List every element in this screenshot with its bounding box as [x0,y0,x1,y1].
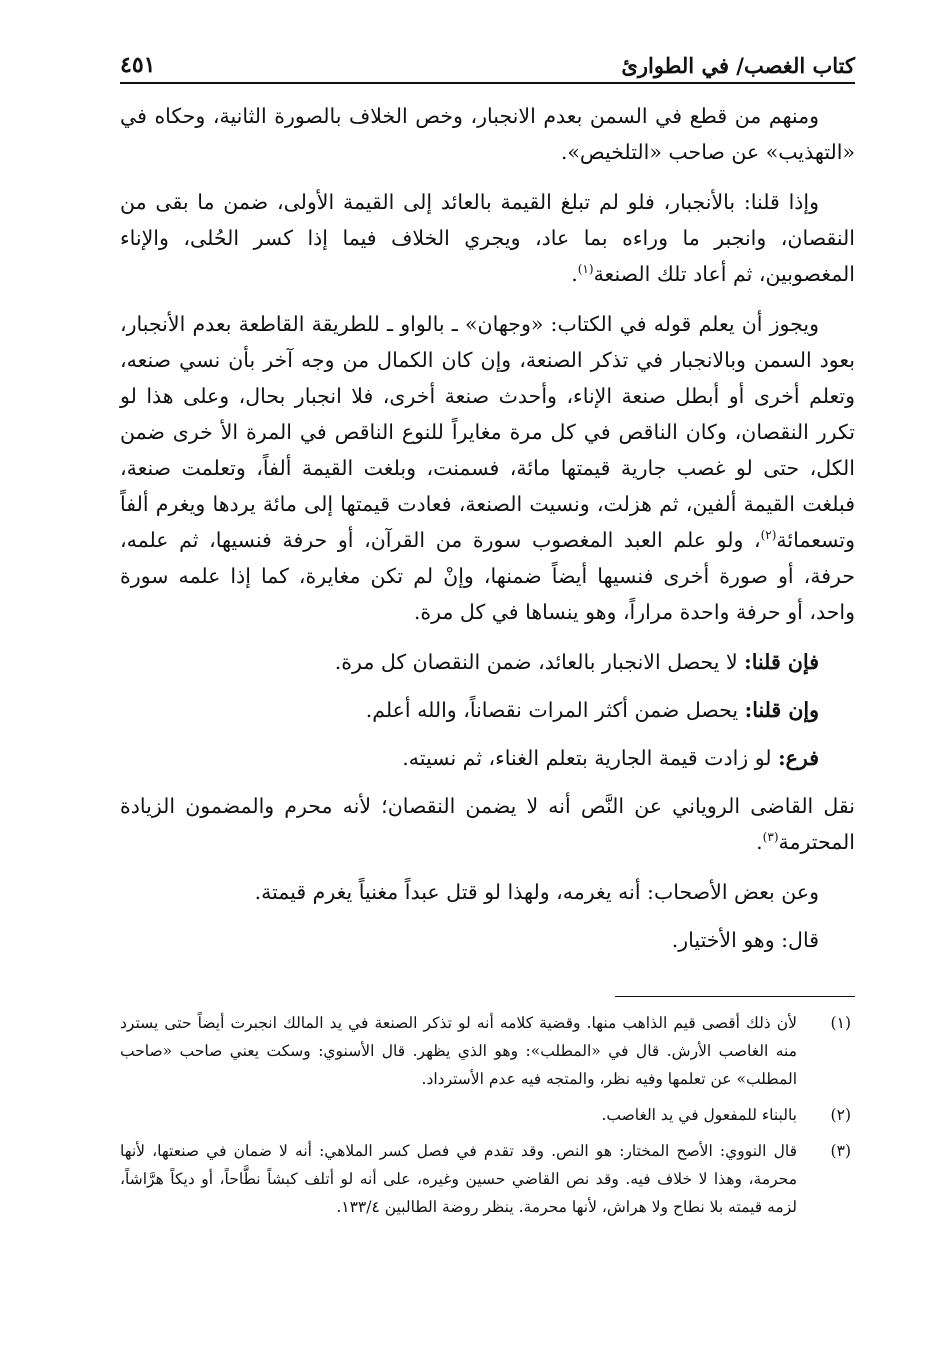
case-lead: فإن قلنا: [744,650,819,674]
page-header [120,38,855,84]
footnote-2 [120,1101,855,1129]
footnote-text: بالبناء للمفعول في يد الغاصب. [601,1106,797,1124]
closing-line-1 [120,874,855,910]
case-text: لو زادت قيمة الجارية بتعلم الغناء، ثم نسيته. [402,746,779,770]
footnote-3 [120,1137,855,1221]
footnote-text: لأن ذلك أقصى قيم الذاهب منها. وقضية كلامه أنه لو تذكر الصنعة في يد المالك انجبرت أيضاً حتى يسترد منه الغاصب الأرش. قال في «المطلب»: وهو الذي يظهر. قال الأسنوي: وسكت يعني صاحب «صاحب المطلب» عن تعلمها وفيه نظر، والمتجه فيه عدم الأسترداد. [120,1014,797,1088]
case-text: يحصل ضمن أكثر المرات نقصاناً، والله أعلم. [365,698,745,722]
footnote-ref[interactable]: (١) [577,262,594,277]
paragraph-text: ومنهم من قطع في السمن بعدم الانجبار، وخص الخلاف بالصورة الثانية، وحكاه في «التهذيب» عن صاحب «التلخيص». [120,104,855,164]
footnote-ref[interactable]: (٣) [762,830,779,845]
page-number: ٤٥١ [120,52,156,78]
closing-text: وعن بعض الأصحاب: أنه يغرمه، ولهذا لو قتل عبداً مغنياً يغرم قيمتة. [254,880,819,904]
case-line-2 [120,692,855,728]
closing-text: قال: وهو الأختيار. [671,928,819,952]
paragraph-tail: . [756,830,763,854]
footnote-divider [615,996,855,997]
case-lead: وإن قلنا: [744,698,819,722]
paragraph-tail: . [571,262,578,286]
footnote-text: قال النووي: الأصح المختار: هو النص. وقد تقدم في فصل كسر الملاهي: أنه لا ضمان في صنعتها، لأنها محرمة، وهذا لا خلاف فيه. وقد نص القاضي حسين وغيره، على أنه لو أتلف كبشاً نطَّاحاً، أو ديكاً هرَّاشاً، لزمه قيمته بلا نطاح ولا هراش، لأنها محرمة. ينظر روضة الطالبين ١٣٣/٤. [120,1142,797,1216]
paragraph-closing [120,788,855,860]
paragraph-2 [120,184,855,292]
paragraph-3 [120,306,855,630]
main-text [120,98,855,958]
footnote-number: (٢) [830,1106,851,1124]
closing-line-2 [120,922,855,958]
case-line-1 [120,644,855,680]
paragraph-text: ويجوز أن يعلم قوله في الكتاب: «وجهان» ـ بالواو ـ للطريقة القاطعة بعدم الأنجبار، بعود السمن وبالانجبار في تذكر الصنعة، وإن كان الكمال من وجه آخر بأن نسي صنعه، وتعلم أخرى أو أبطل صنعة الإناء، وأحدث صنعة أخرى، فلا انجبار بحال، وعلى هذا لو تكرر النقصان، وكان الناقص في كل مرة مغايراً للنوع الناقص في المرة الأ خرى ضمن الكل، حتى لو غصب جارية قيمتها مائة، فسمنت، وبلغت القيمة ألفاً، وتعلمت صنعة، فبلغت القيمة ألفين، ثم هزلت، ونسيت الصنعة، فعادت قيمتها إلى مائة يردها ويغرم ألفاً وتسعمائة [120,312,855,552]
case-lead: فرع: [778,746,819,770]
case-line-3 [120,740,855,776]
footnote-ref[interactable]: (٢) [760,528,777,543]
case-text: لا يحصل الانجبار بالعائد، ضمن النقصان كل مرة. [334,650,745,674]
footnotes [120,1009,855,1221]
paragraph-1 [120,98,855,170]
paragraph-text: نقل القاضى الروياني عن النَّص أنه لا يضمن النقصان؛ لأنه محرم والمضمون الزيادة المحترمة [120,794,855,854]
footnote-number: (٣) [830,1142,851,1160]
footnote-number: (١) [830,1014,851,1032]
footnote-1 [120,1009,855,1093]
running-title: كتاب الغصب/ في الطوارئ [621,53,855,78]
paragraph-tail: ، ولو علم العبد المغصوب سورة من القرآن، أو حرفة فنسيها، ثم علمه، حرفة، أو صورة أخرى فنسيها أيضاً ضمنها، وإنْ لم تكن مغايرة، كما إذا علمه سورة واحد، أو حرفة واحدة مراراً، وهو ينساها في كل مرة. [120,528,855,624]
paragraph-text: وإذا قلنا: بالأنجبار، فلو لم تبلغ القيمة بالعائد إلى القيمة الأولى، ضمن ما بقى من النقصان، وانجبر ما وراءه بما عاد، ويجري الخلاف فيما إذا كسر الحُلى، والإناء المغصوبين، ثم أعاد تلك الصنعة [120,190,855,286]
